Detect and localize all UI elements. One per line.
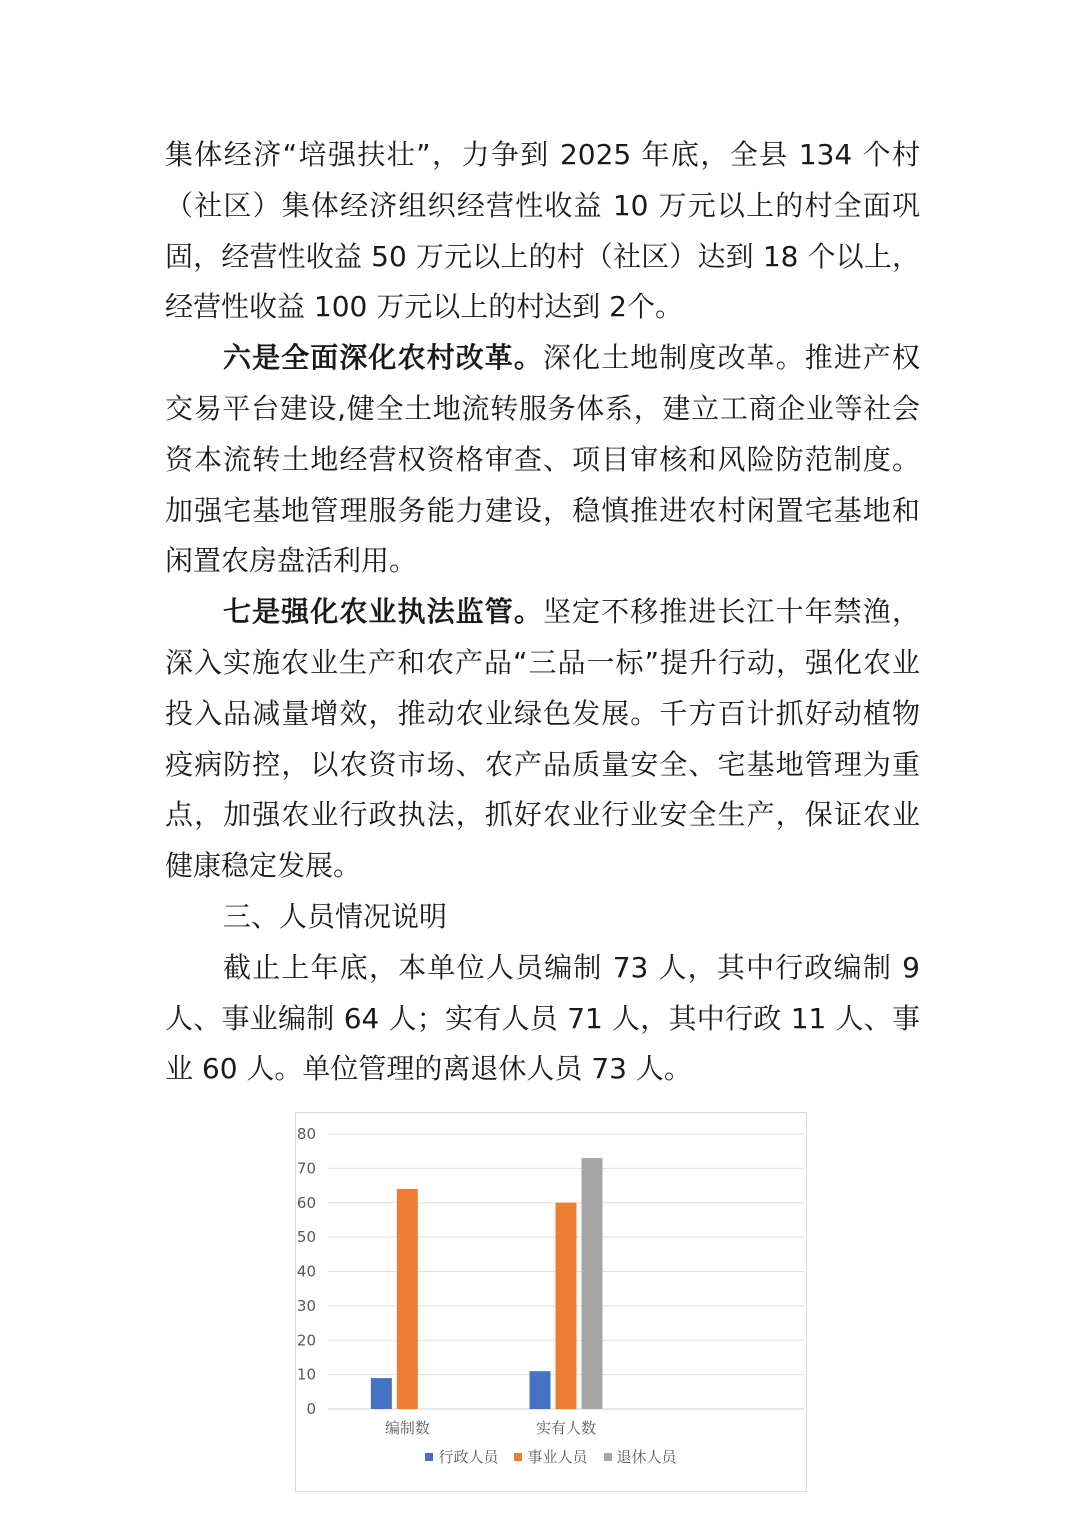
x-category-label: 编制数 <box>384 1419 430 1437</box>
y-tick-label-60: 60 <box>296 1193 316 1212</box>
bar-行政人员-实有人数 <box>530 1371 551 1409</box>
y-tick-label-0: 0 <box>306 1400 316 1418</box>
y-tick-label-20: 20 <box>296 1331 316 1350</box>
paragraph-collective-economy: 集体经济“培强扶壮”，力争到 2025 年底，全县 134 个村（社区）集体经济组织经营性收益 10 万元以上的村全面巩固，经营性收益 50 万元以上的村（社区）达到 18 个以上，经营性收益 100 万元以上的村达到 2个。 <box>165 138 920 324</box>
legend-swatch <box>514 1453 522 1461</box>
x-category-label: 实有人数 <box>535 1419 597 1437</box>
bar-行政人员-编制数 <box>371 1378 392 1409</box>
legend-swatch <box>425 1453 433 1461</box>
bar-退休人员-实有人数 <box>582 1158 603 1409</box>
legend-item <box>425 1446 498 1467</box>
paragraph-personnel: 截止上年底，本单位人员编制 73 人，其中行政编制 9 人、事业编制 64 人；实有人员 71 人，其中行政 11 人、事业 60 人。单位管理的离退休人员 73 人。 <box>165 950 920 1086</box>
y-tick-label-30: 30 <box>296 1296 316 1315</box>
legend-label: 退休人员 <box>616 1448 677 1466</box>
rural-reform-body: 深化土地制度改革。推进产权交易平台建设,健全土地流转服务体系，建立工商企业等社会资本流转土地经营权资格审查、项目审核和风险防范制度。加强宅基地管理服务能力建设，稳慎推进农村闲置宅基地和闲置农房盘活利用。 <box>165 341 920 578</box>
y-tick-label-40: 40 <box>296 1262 316 1281</box>
bar-事业人员-实有人数 <box>556 1203 577 1409</box>
chart-plot <box>296 1113 806 1491</box>
y-tick-label-80: 80 <box>296 1125 316 1143</box>
legend-item <box>514 1446 587 1467</box>
y-tick-label-10: 10 <box>296 1365 316 1384</box>
law-enforcement-title: 七是强化农业执法监管。 <box>223 595 543 629</box>
law-enforcement-body: 坚定不移推进长江十年禁渔，深入实施农业生产和农产品“三品一标”提升行动，强化农业投入品减量增效，推动农业绿色发展。千方百计抓好动植物疫病防控，以农资市场、农产品质量安全、宅基地管理为重点，加强农业行政执法，抓好农业行业安全生产，保证农业健康稳定发展。 <box>165 595 920 883</box>
y-tick-label-50: 50 <box>296 1228 316 1247</box>
body-text <box>165 130 920 1095</box>
legend-item <box>604 1446 677 1467</box>
rural-reform-title: 六是全面深化农村改革。 <box>223 341 543 375</box>
paragraph-law-enforcement <box>165 587 920 892</box>
section-heading-personnel: 三、人员情况说明 <box>223 899 448 933</box>
y-tick-label-70: 70 <box>296 1159 316 1178</box>
legend-label: 行政人员 <box>438 1448 499 1466</box>
legend-label: 事业人员 <box>527 1448 588 1466</box>
paragraph-rural-reform <box>165 333 920 587</box>
legend-swatch <box>604 1453 612 1461</box>
personnel-bar-chart <box>295 1112 807 1492</box>
bar-事业人员-编制数 <box>397 1189 418 1409</box>
chart-legend <box>296 1446 806 1467</box>
